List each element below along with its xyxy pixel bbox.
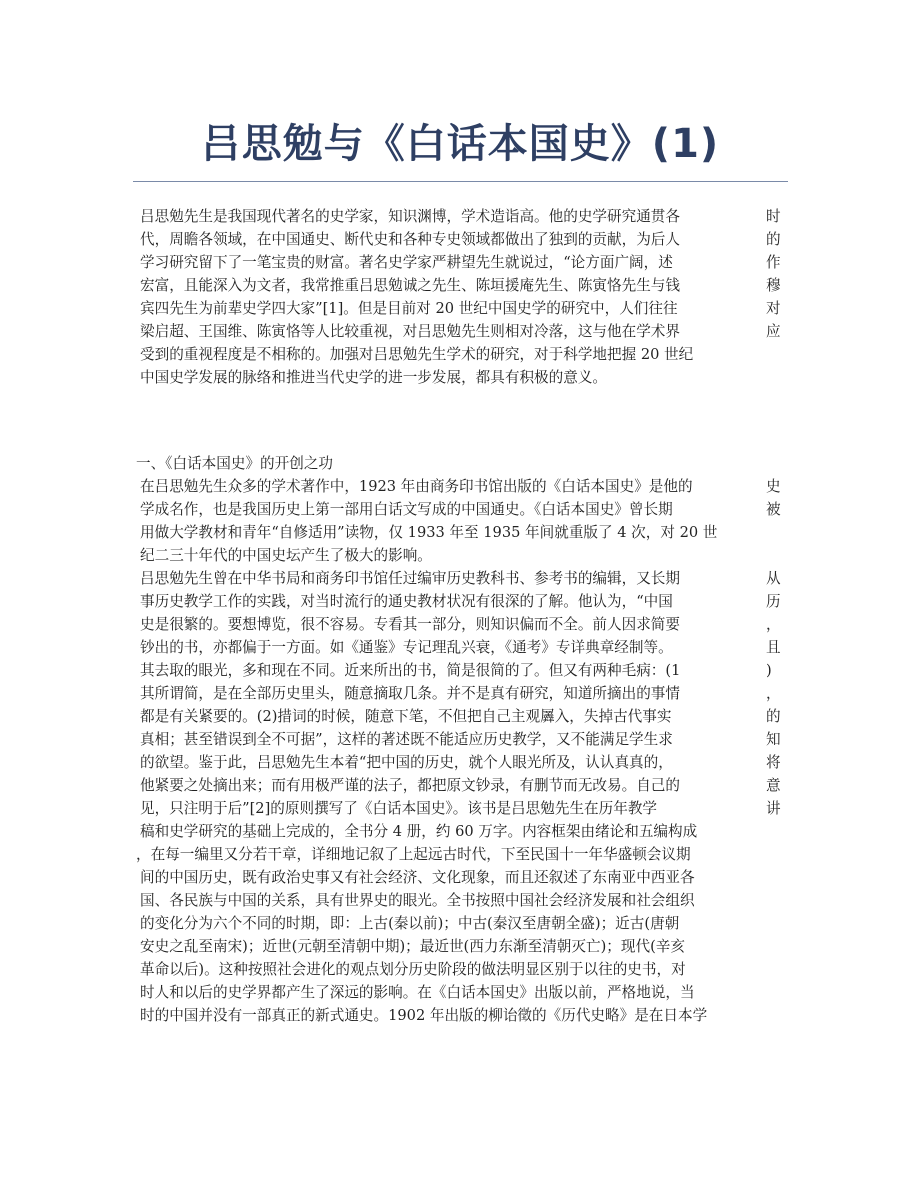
text-line-overflow: 讲: [766, 800, 781, 817]
page-title: 吕思勉与《白话本国史》(1): [200, 121, 720, 167]
text-line: ，在每一编里又分若干章，详细地记叙了上起远古时代，下至民国十一年华盛顿会议期: [136, 846, 691, 863]
text-line: 受到的重视程度是不相称的。加强对吕思勉先生学术的研究，对于科学地把握 20 世纪: [140, 346, 694, 363]
text-line-overflow: 被: [766, 501, 781, 518]
text-line: 他紧要之处摘出来；而有用极严谨的法子，都把原文钞录，有删节而无改易。自己的: [140, 777, 680, 794]
text-line: 见，只注明于后”[2]的原则撰写了《白话本国史》。该书是吕思勉先生在历年教学: [140, 800, 658, 817]
text-line-overflow: 史: [766, 478, 781, 495]
text-line: 都是有关紧要的。(2)措词的时候，随意下笔，不但把自己主观羼入，失掉古代事实: [140, 708, 672, 725]
text-line: 宏富，且能深入为文者，我常推重吕思勉诚之先生、陈垣援庵先生、陈寅恪先生与钱: [140, 277, 680, 294]
text-line-overflow: 从: [766, 570, 781, 587]
text-line: 真相；甚至错误到全不可据”，这样的著述既不能适应历史教学，又不能满足学生求: [140, 731, 673, 748]
text-line-overflow: 的: [766, 708, 781, 725]
text-line: 稿和史学研究的基础上完成的，全书分 4 册，约 60 万字。内容框架由绪论和五编构成: [140, 823, 698, 840]
text-line-overflow: ): [766, 662, 772, 679]
text-line: 时的中国并没有一部真正的新式通史。1902 年出版的柳诒徵的《历代史略》是在日本学: [140, 1007, 708, 1024]
text-line: 的欲望。鉴于此，吕思勉先生本着“把中国的历史，就个人眼光所及，认认真真的，: [140, 754, 673, 771]
text-line-overflow: 应: [766, 323, 781, 340]
text-line-overflow: ，: [766, 685, 781, 702]
text-line-overflow: 时: [766, 208, 781, 225]
text-line-overflow: 且: [766, 639, 781, 656]
text-line: 学习研究留下了一笔宝贵的财富。著名史学家严耕望先生就说过，“论方面广阔，述: [140, 254, 673, 271]
text-line-overflow: 历: [766, 593, 781, 610]
text-line-overflow: 对: [766, 300, 781, 317]
text-line: 吕思勉先生曾在中华书局和商务印书馆任过编审历史教科书、参考书的编辑，又长期: [140, 570, 680, 587]
text-line: 的变化分为六个不同的时期，即：上古(秦以前)；中古(秦汉至唐朝全盛)；近古(唐朝: [140, 915, 680, 932]
text-line: 一、《白话本国史》的开创之功: [136, 455, 334, 472]
text-line: 史是很繁的。要想博览，很不容易。专看其一部分，则知识偏而不全。前人因求简要: [140, 616, 680, 633]
text-line: 中国史学发展的脉络和推进当代史学的进一步发展，都具有积极的意义。: [140, 369, 608, 386]
text-line: 宾四先生为前辈史学四大家”[1]。但是目前对 20 世纪中国史学的研究中，人们往往: [140, 300, 678, 317]
text-line: 用做大学教材和青年“自修适用”读物，仅 1933 年至 1935 年间就重版了 4 次，对 20 世: [140, 524, 718, 541]
text-line: 代，周瞻各领域，在中国通史、断代史和各种专史领域都做出了独到的贡献，为后人: [140, 231, 680, 248]
text-line: 事历史教学工作的实践，对当时流行的通史教材状况有很深的了解。他认为，“中国: [140, 593, 673, 610]
text-line-overflow: 将: [766, 754, 781, 771]
text-line: 国、各民族与中国的关系，具有世界史的眼光。全书按照中国社会经济发展和社会组织: [140, 892, 695, 909]
text-line-overflow: 知: [766, 731, 781, 748]
text-line: 安史之乱至南宋)；近世(元朝至清朝中期)；最近世(西力东渐至清朝灭亡)；现代(辛亥: [140, 938, 685, 955]
text-line: 时人和以后的史学界都产生了深远的影响。在《白话本国史》出版以前，严格地说，当: [140, 984, 695, 1001]
text-line: 在吕思勉先生众多的学术著作中，1923 年由商务印书馆出版的《白话本国史》是他的: [140, 478, 693, 495]
text-line-overflow: 穆: [766, 277, 781, 294]
text-line-overflow: 意: [766, 777, 781, 794]
text-line: 其去取的眼光，多和现在不同。近来所出的书，简是很简的了。但又有两种毛病：(1: [140, 662, 681, 679]
text-line-overflow: ，: [766, 616, 781, 633]
text-line: 梁启超、王国维、陈寅恪等人比较重视，对吕思勉先生则相对冷落，这与他在学术界: [140, 323, 680, 340]
text-line: 其所谓简，是在全部历史里头，随意摘取几条。并不是真有研究，知道所摘出的事情: [140, 685, 680, 702]
title-divider: [133, 181, 788, 182]
text-line: 钞出的书，亦都偏于一方面。如《通鉴》专记理乱兴衰，《通考》专详典章经制等。: [140, 639, 673, 656]
text-line: 吕思勉先生是我国现代著名的史学家，知识渊博，学术造诣高。他的史学研究通贯各: [140, 208, 680, 225]
text-line: 间的中国历史，既有政治史事又有社会经济、文化现象，而且还叙述了东南亚中西亚各: [140, 869, 695, 886]
text-line: 学成名作，也是我国历史上第一部用白话文写成的中国通史。《白话本国史》曾长期: [140, 501, 673, 518]
text-line: 纪二三十年代的中国史坛产生了极大的影响。: [140, 547, 432, 564]
text-line: 革命以后)。这种按照社会进化的观点划分历史阶段的做法明显区别于以往的史书，对: [140, 961, 686, 978]
text-line-overflow: 作: [766, 254, 781, 271]
text-line-overflow: 的: [766, 231, 781, 248]
